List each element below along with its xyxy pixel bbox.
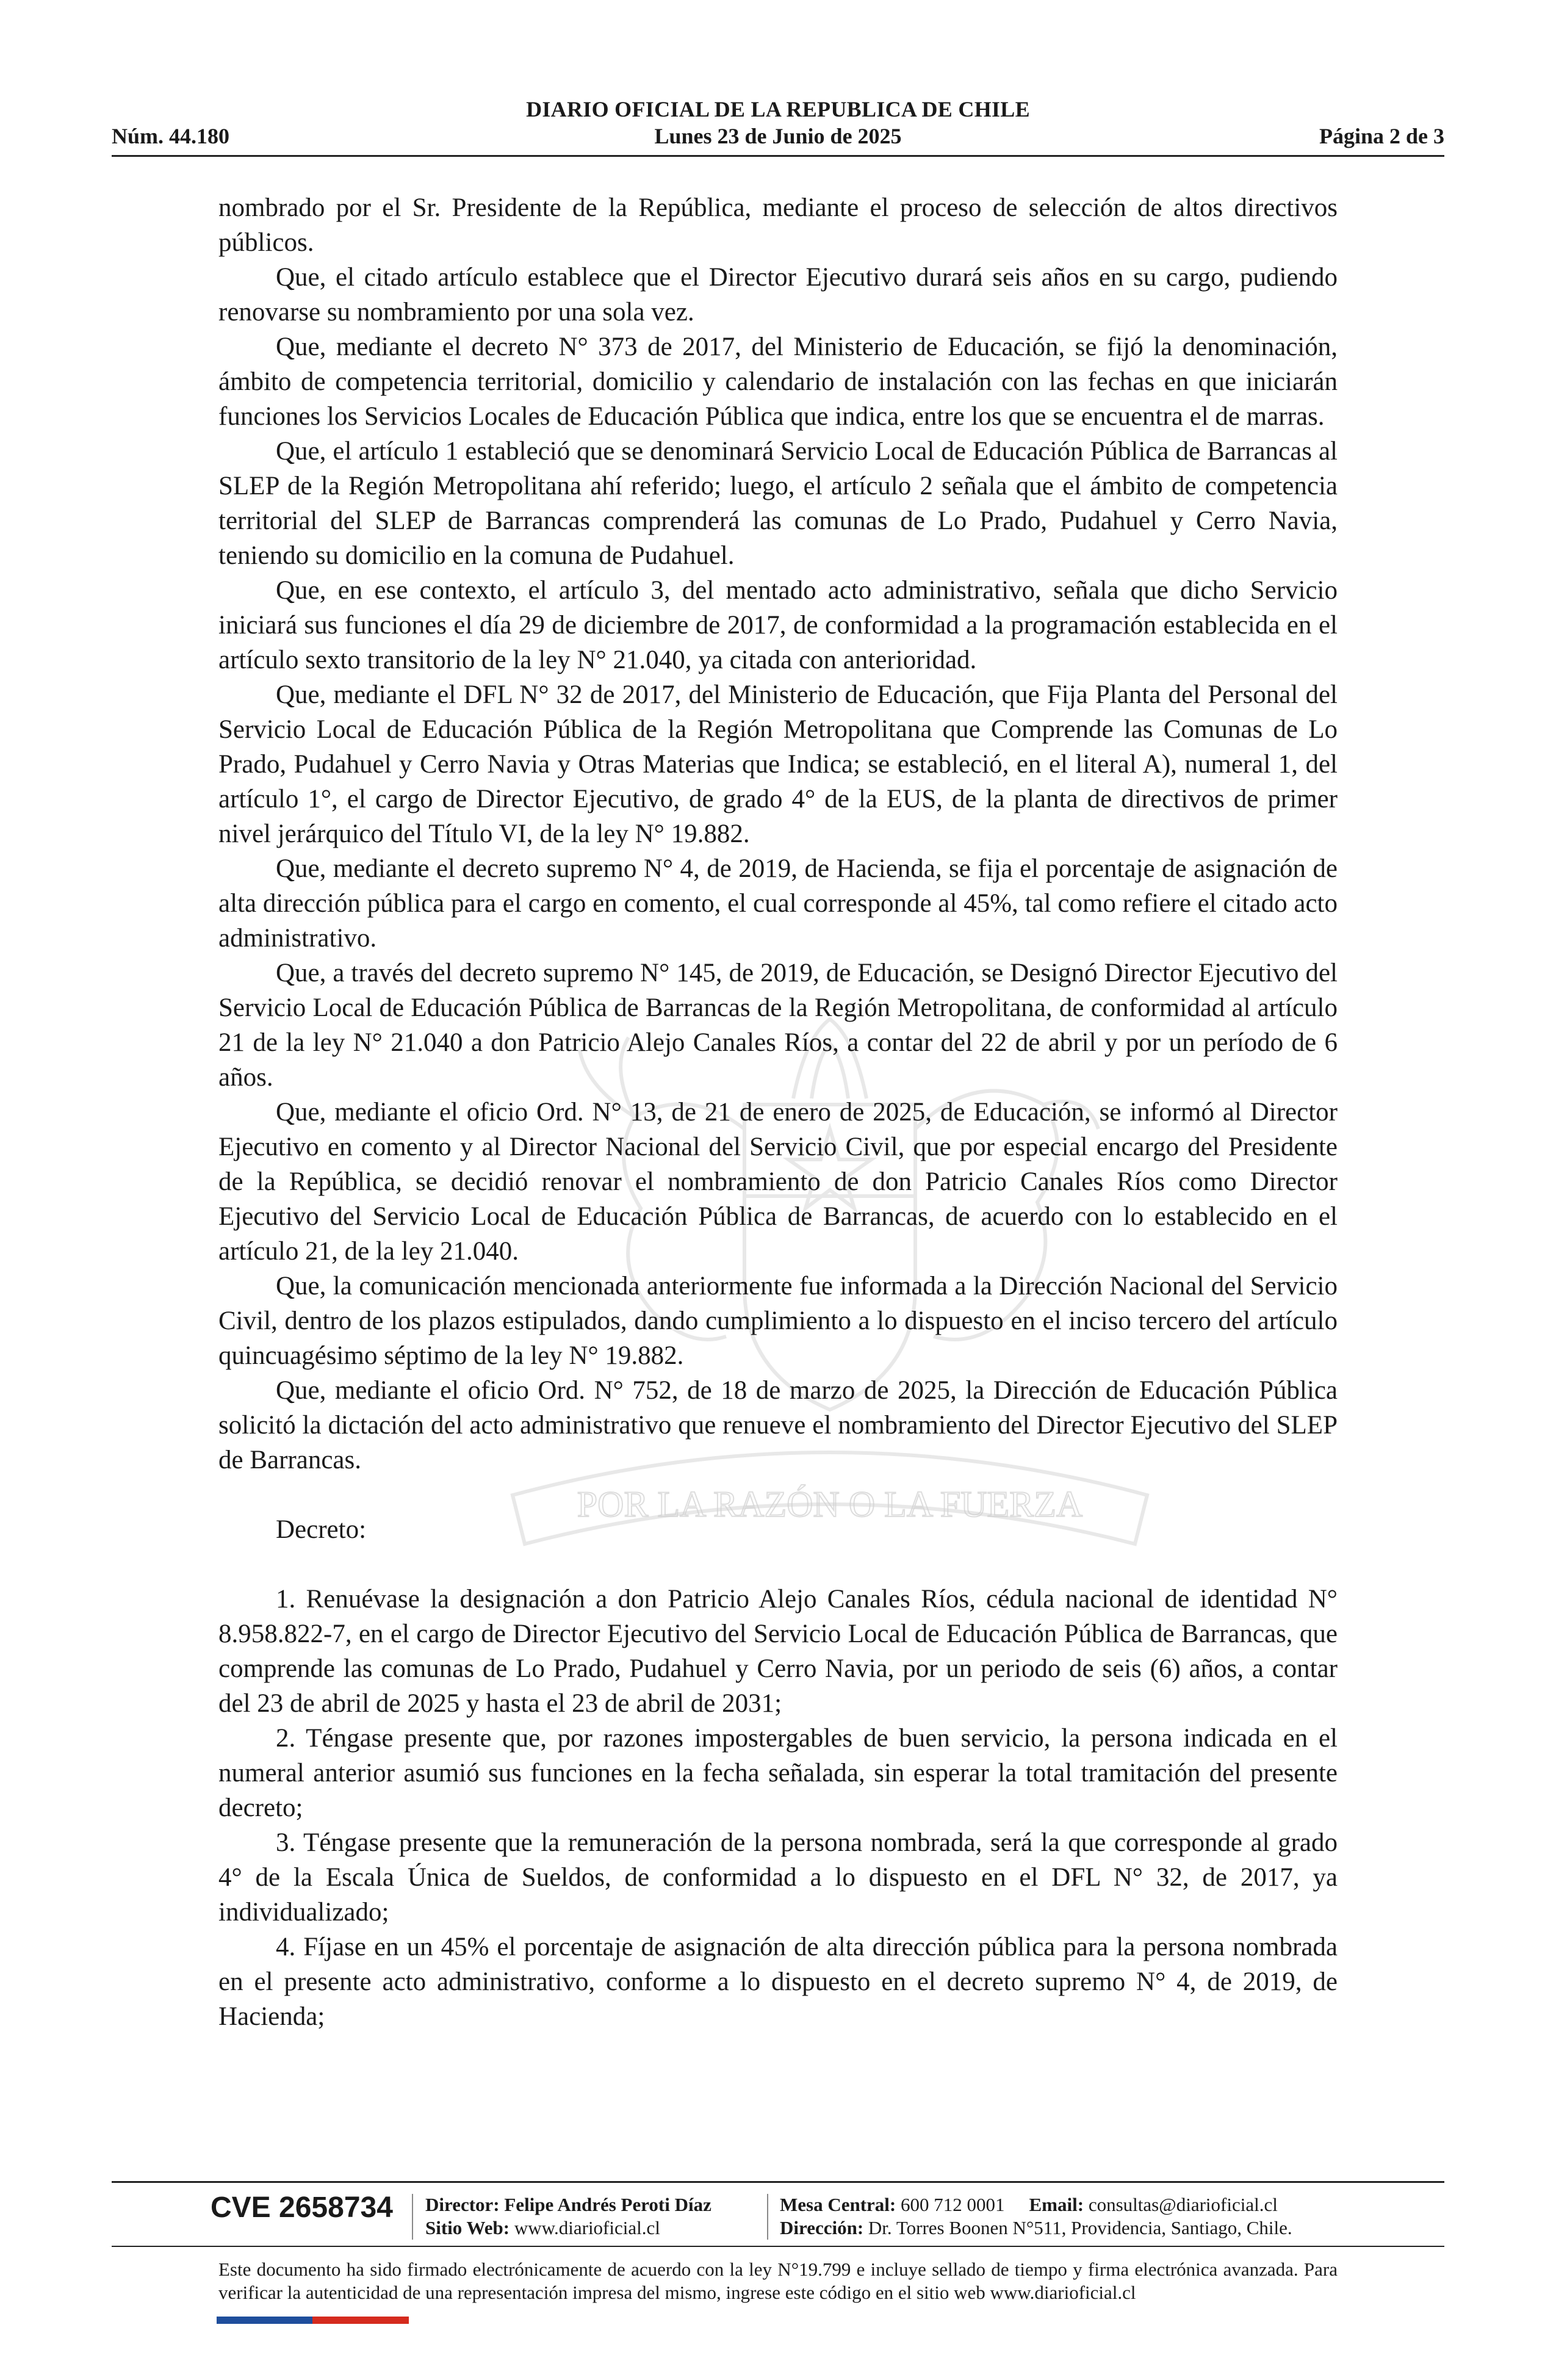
article-item: 1. Renuévase la designación a don Patricio Alejo Canales Ríos, cédula nacional de identidad N° 8.958.822-7, en el cargo de Director Ejecutivo del Servicio Local de Educación Pública de Barrancas, que comprende las comunas de Lo Prado, Pudahuel y Cerro Navia, por un periodo de seis (6) años, a contar del 23 de abril de 2025 y hasta el 23 de abril de 2031; (218, 1585, 1338, 1718)
footer-divider (112, 2246, 1444, 2247)
paragraph: Que, mediante el oficio Ord. N° 13, de 21 de enero de 2025, de Educación, se informó al Director Ejecutivo en comento y al Director Nacional del Servicio Civil, que por especial encargo del Presidente de la República, se decidió renovar el nombramiento de don Patricio Canales Ríos como Director Ejecutivo del Servicio Local de Educación Pública de Barrancas, de acuerdo con lo establecido en el artículo 21, de la ley 21.040. (218, 1098, 1338, 1266)
paragraph: Que, mediante el DFL N° 32 de 2017, del Ministerio de Educación, que Fija Planta del Personal del Servicio Local de Educación Pública de la Región Metropolitana que Comprende las Comunas de Lo Prado, Pudahuel y Cerro Navia y Otras Materias que Indica; se estableció, en el literal A), numeral 1, del artículo 1°, el cargo de Director Ejecutivo, de grado 4° de la EUS, de la planta de directivos de primer nivel jerárquico del Título VI, de la ley N° 19.882. (218, 680, 1338, 848)
director-block (425, 2193, 711, 2240)
address-label: Dirección: (780, 2217, 864, 2238)
paragraph: Que, la comunicación mencionada anteriormente fue informada a la Dirección Nacional del Servicio Civil, dentro de los plazos estipulados, dando cumplimiento a lo dispuesto en el inciso tercero del artículo quincuagésimo séptimo de la ley N° 19.882. (218, 1272, 1338, 1370)
footer-divider (112, 2181, 1444, 2183)
address-value: Dr. Torres Boonen N°511, Providencia, Santiago, Chile. (868, 2217, 1292, 2238)
issue-number: Núm. 44.180 (112, 124, 230, 148)
footer-separator (767, 2194, 768, 2240)
decreto-heading: Decreto: (276, 1515, 367, 1544)
website-link[interactable]: www.diarioficial.cl (514, 2217, 660, 2238)
contact-block (780, 2193, 1292, 2240)
page-header (112, 92, 1444, 159)
document-body (218, 190, 1338, 2034)
legal-notice: Este documento ha sido firmado electrónicamente de acuerdo con la ley N°19.799 e incluye sellado de tiempo y firma electrónica avanzada. Para verificar la autenticidad de una representación impresa del mismo, ingrese este código en el sitio web www.diarioficial.cl (218, 2259, 1338, 2303)
director-name: Felipe Andrés Peroti Díaz (504, 2194, 711, 2215)
paragraph: nombrado por el Sr. Presidente de la República, mediante el proceso de selección de altos directivos públicos. (218, 193, 1338, 257)
cve-code: CVE 2658734 (211, 2191, 393, 2224)
paragraph: Que, mediante el decreto N° 373 de 2017, del Ministerio de Educación, se fijó la denominación, ámbito de competencia territorial, domicilio y calendario de instalación con las fechas en que iniciarán funciones los Servicios Locales de Educación Pública que indica, entre los que se encuentra el de marras. (218, 333, 1338, 431)
newspaper-title: DIARIO OFICIAL DE LA REPUBLICA DE CHILE (526, 97, 1030, 121)
paragraph: Que, mediante el oficio Ord. N° 752, de 18 de marzo de 2025, la Dirección de Educación Pública solicitó la dictación del acto administrativo que renueve el nombramiento del Director Ejecutivo del SLEP de Barrancas. (218, 1376, 1338, 1474)
paragraph: Que, el artículo 1 estableció que se denominará Servicio Local de Educación Pública de Barrancas al SLEP de la Región Metropolitana ahí referido; luego, el artículo 2 señala que el ámbito de competencia territorial del SLEP de Barrancas comprenderá las comunas de Lo Prado, Pudahuel y Cerro Navia, teniendo su domicilio en la comuna de Pudahuel. (218, 437, 1338, 570)
flag-red-segment (312, 2317, 409, 2324)
watermark-motto: POR LA RAZÓN O LA FUERZA (577, 1484, 1083, 1524)
mesa-label: Mesa Central: (780, 2194, 896, 2215)
director-label: Director: (425, 2194, 500, 2215)
email-link[interactable]: consultas@diarioficial.cl (1088, 2194, 1278, 2215)
website-label: Sitio Web: (425, 2217, 510, 2238)
page-indicator: Página 2 de 3 (1319, 124, 1444, 148)
paragraph: Que, mediante el decreto supremo N° 4, de 2019, de Hacienda, se fija el porcentaje de asignación de alta dirección pública para el cargo en comento, el cual corresponde al 45%, tal como refiere el citado acto administrativo. (218, 854, 1338, 953)
footer-separator (412, 2194, 413, 2240)
mesa-phone: 600 712 0001 (901, 2194, 1005, 2215)
paragraph: Que, el citado artículo establece que el Director Ejecutivo durará seis años en su cargo, pudiendo renovarse su nombramiento por una sola vez. (218, 263, 1338, 326)
flag-blue-segment (217, 2317, 312, 2324)
article-item: 4. Fíjase en un 45% el porcentaje de asignación de alta dirección pública para la persona nombrada en el presente acto administrativo, conforme a lo dispuesto en el decreto supremo N° 4, de 2019, de Hacienda; (218, 1933, 1338, 2031)
paragraph: Que, en ese contexto, el artículo 3, del mentado acto administrativo, señala que dicho Servicio iniciará sus funciones el día 29 de diciembre de 2017, de conformidad a la programación establecida en el artículo sexto transitorio de la ley N° 21.040, ya citada con anterioridad. (218, 576, 1338, 674)
email-label: Email: (1029, 2194, 1084, 2215)
flag-stripe (217, 2317, 409, 2324)
paragraph: Que, a través del decreto supremo N° 145, de 2019, de Educación, se Designó Director Ejecutivo del Servicio Local de Educación Pública de Barrancas de la Región Metropolitana, de conformidad al artículo 21 de la ley N° 21.040 a don Patricio Alejo Canales Ríos, a contar del 22 de abril y por un período de 6 años. (218, 959, 1338, 1092)
article-item: 2. Téngase presente que, por razones impostergables de buen servicio, la persona indicada en el numeral anterior asumió sus funciones en la fecha señalada, sin esperar la total tramitación del presente decreto; (218, 1724, 1338, 1822)
header-divider (112, 155, 1444, 157)
issue-date: Lunes 23 de Junio de 2025 (654, 124, 902, 148)
article-item: 3. Téngase presente que la remuneración de la persona nombrada, será la que corresponde al grado 4° de la Escala Única de Sueldos, de conformidad a lo dispuesto en el DFL N° 32, de 2017, ya individualizado; (218, 1828, 1338, 1927)
